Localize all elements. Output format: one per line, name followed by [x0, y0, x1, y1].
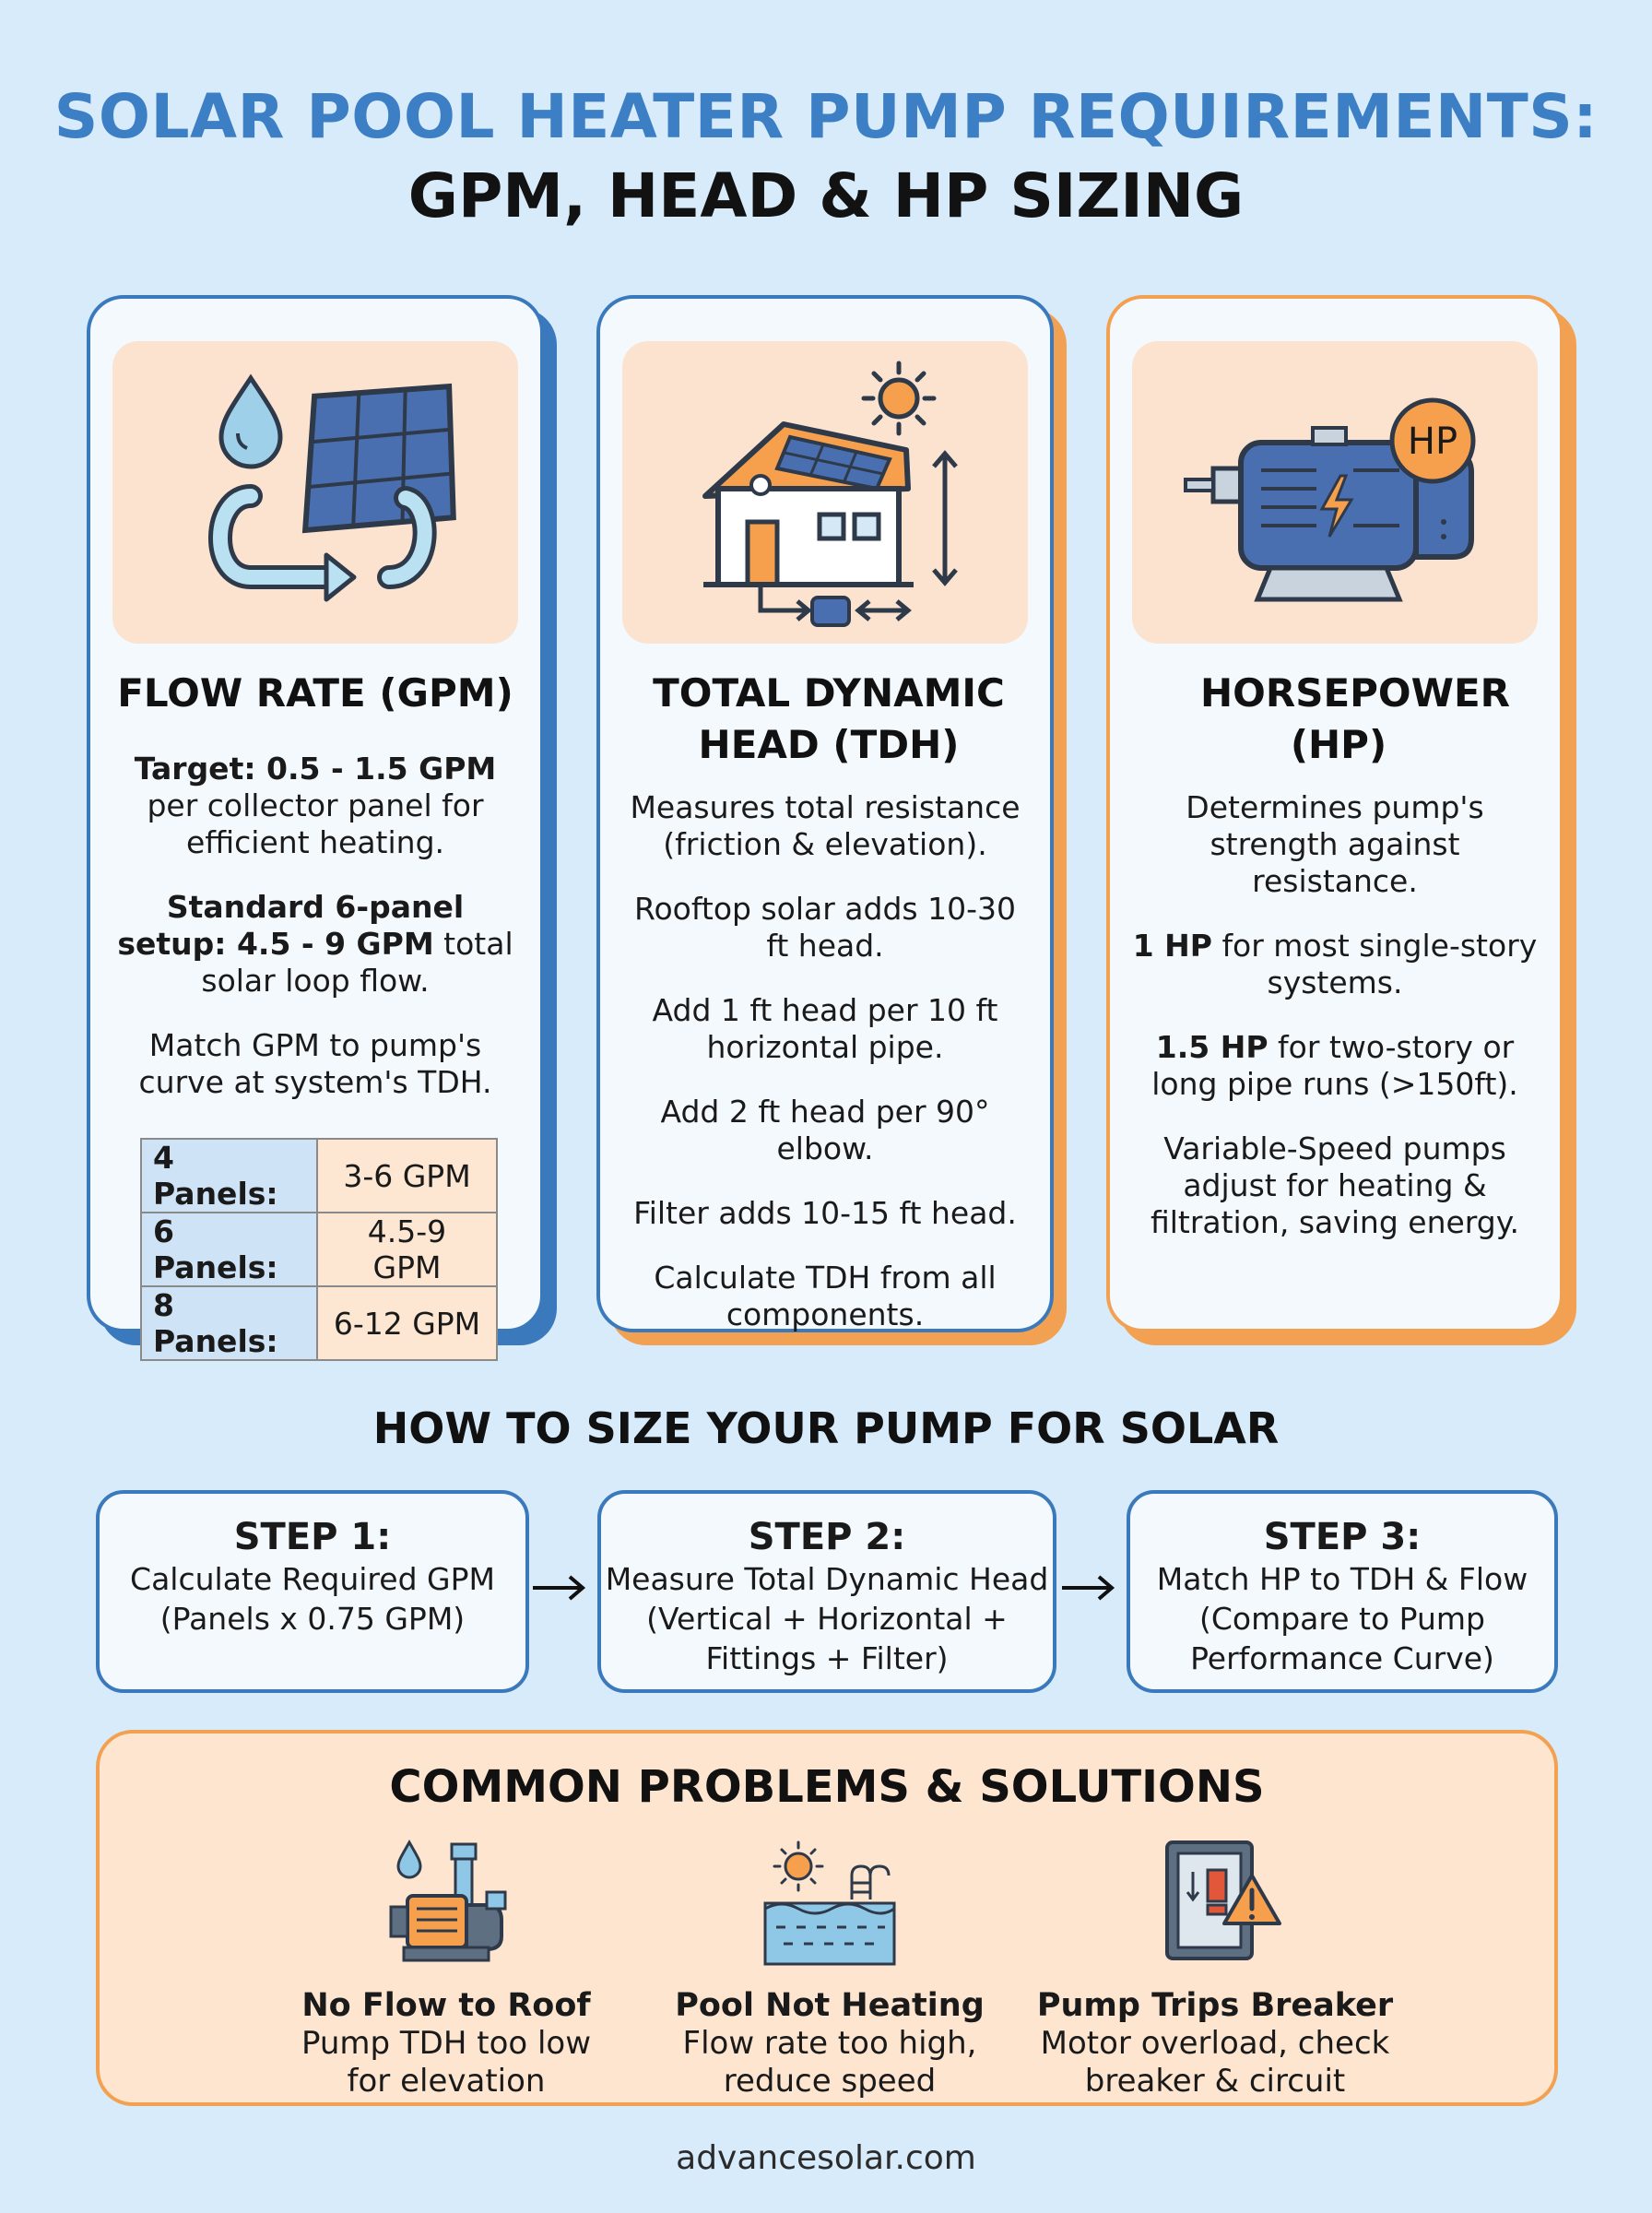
- step-line: Measure Total Dynamic Head: [605, 1561, 1049, 1597]
- problem-no-flow: [253, 1835, 640, 2101]
- problem-name: Pool Not Heating: [675, 1987, 985, 2024]
- pump-pipe-icon: [372, 1835, 520, 1973]
- card-hp-body: [1128, 789, 1541, 1269]
- step-title: STEP 3:: [1263, 1516, 1422, 1558]
- flow-standard-rest: total solar loop flow.: [201, 926, 513, 999]
- flow-standard-text: [109, 889, 522, 1000]
- step-title: STEP 2:: [748, 1516, 906, 1558]
- page-title-line-1: SOLAR POOL HEATER PUMP REQUIREMENTS:: [53, 81, 1599, 152]
- tdh-line: Filter adds 10-15 ft head.: [633, 1195, 1017, 1231]
- pump-motor-hp-icon: [1132, 341, 1538, 644]
- table-cell-panels: 6 Panels:: [141, 1213, 317, 1286]
- table-cell-panels: 4 Panels:: [141, 1139, 317, 1213]
- card-horsepower: [1106, 295, 1564, 1332]
- house-rooftop-solar-icon: [622, 341, 1028, 644]
- panels-gpm-table: [140, 1138, 498, 1361]
- card-tdh-illustration: [622, 341, 1028, 644]
- problem-not-heating: [636, 1835, 1023, 2101]
- step-3-box: [1127, 1490, 1558, 1693]
- hp-two-story: [1128, 1029, 1541, 1103]
- card-hp-title: HORSEPOWER (HP): [1200, 670, 1510, 767]
- step-line: Fittings + Filter): [705, 1640, 949, 1676]
- problem-text: Motor overload, check: [1040, 2025, 1390, 2062]
- hp-single-bold: 1 HP: [1132, 928, 1212, 964]
- hp-desc: Determines pump's strength against resistance.: [1186, 789, 1484, 899]
- card-flow-rate-title: FLOW RATE (GPM): [117, 670, 513, 716]
- step-line: (Panels x 0.75 GPM): [159, 1601, 466, 1637]
- tdh-line: Add 2 ft head per 90° elbow.: [660, 1094, 990, 1166]
- problem-trips-breaker: [1021, 1835, 1409, 2101]
- tdh-line: Add 1 ft head per 10 ft horizontal pipe.: [652, 992, 998, 1065]
- card-flow-rate-illustration: [112, 341, 518, 644]
- step-line: (Compare to Pump: [1198, 1601, 1485, 1637]
- pool-sun-icon: [756, 1835, 903, 1973]
- hp-badge-text: HP: [1407, 420, 1458, 463]
- hp-two-bold: 1.5 HP: [1155, 1029, 1268, 1065]
- problem-text: Flow rate too high,: [682, 2025, 977, 2062]
- tdh-line: Measures total resistance (friction & elevation).: [630, 789, 1021, 862]
- card-total-dynamic-head: [596, 295, 1054, 1332]
- table-row: [141, 1286, 497, 1360]
- problem-name: Pump Trips Breaker: [1036, 1987, 1394, 2024]
- problem-text: reduce speed: [723, 2063, 937, 2100]
- flow-target-text: [109, 751, 522, 861]
- problem-text: for elevation: [347, 2063, 546, 2100]
- table-cell-gpm: 4.5-9 GPM: [317, 1213, 497, 1286]
- tdh-line: Rooftop solar adds 10-30 ft head.: [634, 891, 1016, 964]
- hp-single-story: [1128, 928, 1541, 1001]
- breaker-warning-icon: [1141, 1835, 1289, 1973]
- footer-website: advancesolar.com: [676, 2139, 976, 2177]
- problem-text: breaker & circuit: [1084, 2063, 1346, 2100]
- card-hp-illustration: [1132, 341, 1538, 644]
- flow-standard-bold: Standard 6-panel setup: 4.5 - 9 GPM: [117, 889, 465, 962]
- step-1-box: [96, 1490, 529, 1693]
- step-line: Match HP to TDH & Flow: [1156, 1561, 1528, 1597]
- solar-panel-water-loop-icon: [112, 341, 518, 644]
- step-2-box: [597, 1490, 1056, 1693]
- problem-text: Pump TDH too low: [301, 2025, 592, 2062]
- table-cell-panels: 8 Panels:: [141, 1286, 317, 1360]
- flow-match-text: Match GPM to pump's curve at system's TDH.: [138, 1027, 492, 1100]
- arrow-right-icon: [527, 1569, 588, 1606]
- table-cell-gpm: 6-12 GPM: [317, 1286, 497, 1360]
- step-title: STEP 1:: [233, 1516, 392, 1558]
- card-flow-rate: [87, 295, 544, 1359]
- problem-name: No Flow to Roof: [301, 1987, 591, 2024]
- card-flow-rate-body: [109, 751, 522, 1129]
- sizing-section-title: HOW TO SIZE YOUR PUMP FOR SOLAR: [372, 1403, 1280, 1453]
- tdh-line: Calculate TDH from all components.: [654, 1260, 997, 1332]
- hp-two-rest: for two-story or long pipe runs (>150ft).: [1151, 1029, 1518, 1102]
- page-title-line-2: GPM, HEAD & HP SIZING: [407, 160, 1245, 231]
- card-tdh-body: [619, 789, 1032, 1361]
- flow-target-rest: per collector panel for efficient heating.: [147, 787, 484, 860]
- step-line: Calculate Required GPM: [130, 1561, 495, 1597]
- hp-single-rest: for most single-story systems.: [1211, 928, 1538, 1000]
- problems-title: COMMON PROBLEMS & SOLUTIONS: [389, 1761, 1265, 1813]
- problems-panel: [96, 1730, 1558, 2106]
- table-cell-gpm: 3-6 GPM: [317, 1139, 497, 1213]
- card-tdh-title: TOTAL DYNAMIC HEAD (TDH): [653, 670, 1005, 767]
- arrow-right-icon: [1056, 1569, 1117, 1606]
- flow-target-bold: Target: 0.5 - 1.5 GPM: [134, 751, 497, 787]
- table-row: [141, 1213, 497, 1286]
- step-line: Performance Curve): [1190, 1640, 1494, 1676]
- hp-variable-speed: Variable-Speed pumps adjust for heating & filtration, saving energy.: [1150, 1130, 1520, 1240]
- step-line: (Vertical + Horizontal +: [646, 1601, 1008, 1637]
- table-row: [141, 1139, 497, 1213]
